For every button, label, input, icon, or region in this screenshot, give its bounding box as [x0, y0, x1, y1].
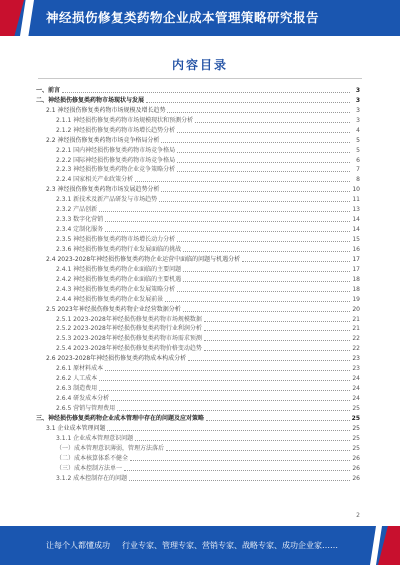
- toc-entry-label: 2.2.3 神经损伤修复类药物企业竞争策略分析: [56, 166, 176, 174]
- toc-entry-page: 22: [352, 345, 360, 353]
- toc-entry[interactable]: [30, 382, 360, 392]
- toc-entry[interactable]: [30, 352, 360, 362]
- page-number: 2: [356, 512, 360, 519]
- toc-entry-label: 2.6 2023-2028年神经损伤修复类药物成本构成分析: [46, 355, 187, 363]
- toc-entry-page: 26: [352, 454, 360, 462]
- toc-entry-page: 8: [356, 176, 360, 184]
- toc-leader-dots: [204, 330, 350, 331]
- toc-entry-page: 18: [352, 285, 360, 293]
- toc-entry-page: 6: [356, 156, 360, 164]
- toc-entry-label: 2.2 神经损伤修复类药物市场竞争格局分析: [46, 136, 160, 144]
- toc-entry-page: 26: [352, 474, 360, 482]
- toc-entry-page: 26: [352, 464, 360, 472]
- toc-entry-label: 2.1.2 神经损伤修复类药物市场增长趋势分析: [56, 126, 176, 134]
- toc-leader-dots: [177, 171, 350, 172]
- toc-entry[interactable]: [30, 193, 360, 203]
- toc-entry-label: 2.3 神经损伤修复类药物市场发展趋势分析: [46, 186, 160, 194]
- toc-entry[interactable]: [30, 392, 360, 402]
- toc-entry-label: 2.2.4 国家相关产业政策分析: [56, 176, 134, 184]
- toc-leader-dots: [195, 122, 350, 123]
- toc-entry-label: 2.4.4 神经损伤修复类药物企业发展前景: [56, 295, 164, 303]
- toc-entry-page: 14: [352, 226, 360, 234]
- toc-entry[interactable]: [30, 84, 360, 94]
- toc-entry-page: 19: [352, 295, 360, 303]
- toc-entry-page: 15: [352, 236, 360, 243]
- toc-entry-page: 18: [352, 275, 360, 283]
- toc-heading: 内容目录: [171, 58, 228, 72]
- toc-leader-dots: [105, 221, 350, 222]
- footer-red-stripe: [378, 526, 400, 565]
- toc-entry-page: 25: [351, 414, 360, 422]
- toc-entry[interactable]: [30, 462, 360, 472]
- toc-entry[interactable]: [30, 104, 360, 114]
- toc-entry-page: 5: [356, 136, 360, 144]
- header-red-stripe: [0, 0, 24, 36]
- toc-entry[interactable]: [30, 402, 360, 412]
- toc-entry[interactable]: [30, 94, 360, 104]
- toc-entry-page: 24: [352, 375, 360, 383]
- toc-entry-page: 3: [355, 96, 360, 104]
- footer-slogan: 让每个人都懂成功: [46, 541, 110, 550]
- toc-entry[interactable]: [30, 472, 360, 482]
- toc-leader-dots: [105, 231, 350, 232]
- toc-entry-label: 3.1.1 企业成本管理意识问题: [56, 434, 134, 442]
- toc-entry-page: 3: [356, 106, 360, 114]
- toc-entry-label: （一）成本管理意识薄弱，管理方法落后: [56, 444, 165, 452]
- toc-entry-label: 2.5.2 2023-2028年神经损伤修复类药物行业利润分析: [56, 325, 202, 333]
- toc-leader-dots: [183, 311, 350, 312]
- page-header: [0, 0, 400, 36]
- toc-leader-dots: [177, 162, 350, 163]
- toc-entry-page: 4: [356, 126, 360, 134]
- toc-entry-page: 14: [352, 216, 360, 224]
- toc-entry[interactable]: [30, 144, 360, 154]
- toc-entry-label: 2.4.2 神经损伤修复类药物企业面临的主要机遇: [56, 275, 182, 283]
- toc-entry-label: 2.2.1 国内神经损伤修复类药物市场竞争格局: [56, 146, 176, 154]
- toc-entry-label: 2.3.2 产品创新: [56, 206, 98, 214]
- toc-entry-page: 7: [356, 166, 360, 174]
- toc-entry-page: 21: [352, 325, 360, 333]
- toc-leader-dots: [62, 92, 350, 93]
- toc-entry[interactable]: [30, 263, 360, 273]
- toc-leader-dots: [161, 191, 350, 192]
- toc-entry[interactable]: [30, 332, 360, 342]
- toc-entry[interactable]: [30, 154, 360, 164]
- toc-entry-label: 2.3.4 定制化服务: [56, 226, 104, 234]
- toc-leader-dots: [146, 102, 350, 103]
- toc-entry-label: 3.1.2 成本控制存在的问题: [56, 474, 128, 482]
- toc-entry-page: 23: [352, 355, 360, 363]
- table-of-contents: [30, 84, 360, 482]
- toc-entry[interactable]: [30, 173, 360, 183]
- toc-entry-page: 24: [352, 395, 360, 402]
- toc-divider: [38, 78, 362, 79]
- toc-entry-page: 24: [352, 385, 360, 393]
- toc-leader-dots: [99, 380, 350, 381]
- toc-leader-dots: [183, 251, 350, 252]
- toc-entry[interactable]: [30, 372, 360, 382]
- toc-entry-label: 2.5.3 2023-2028年神经损伤修复类药物市场需求预测: [56, 335, 202, 343]
- toc-entry-page: 25: [352, 434, 360, 442]
- toc-leader-dots: [177, 241, 350, 242]
- toc-entry-page: 5: [356, 146, 360, 154]
- toc-leader-dots: [159, 201, 350, 202]
- toc-leader-dots: [107, 430, 350, 431]
- toc-leader-dots: [206, 420, 350, 421]
- toc-leader-dots: [135, 440, 350, 441]
- toc-leader-dots: [124, 470, 350, 471]
- toc-entry[interactable]: [30, 183, 360, 193]
- toc-entry[interactable]: [30, 164, 360, 174]
- toc-entry[interactable]: [30, 124, 360, 134]
- toc-entry-label: 二、神经损伤修复类药物市场现状与发展: [36, 96, 145, 104]
- toc-entry[interactable]: [30, 323, 360, 333]
- toc-entry[interactable]: [30, 412, 360, 422]
- toc-entry[interactable]: [30, 293, 360, 303]
- page-footer: [0, 526, 400, 565]
- toc-leader-dots: [177, 132, 350, 133]
- toc-entry-label: 2.3.5 神经损伤修复类药物市场增长动力分析: [56, 236, 176, 243]
- toc-entry-label: 2.3.6 神经损伤修复类药物行业发展面临的挑战: [56, 245, 182, 253]
- footer-tagline: 行业专家、管理专家、营销专家、战略专家、成功企业家……: [122, 541, 338, 550]
- toc-entry-label: 三、神经损伤修复类药物企业成本管理中存在的问题及应对策略: [36, 414, 205, 422]
- toc-entry[interactable]: [30, 223, 360, 233]
- toc-leader-dots: [183, 281, 350, 282]
- toc-entry-page: 16: [352, 245, 360, 253]
- toc-entry-page: 25: [352, 404, 360, 412]
- toc-entry-label: （三）成本控制方法单一: [56, 464, 123, 472]
- toc-entry[interactable]: [30, 362, 360, 372]
- toc-entry-page: 23: [352, 365, 360, 373]
- toc-entry-page: 10: [352, 186, 360, 194]
- toc-entry-page: 25: [352, 424, 360, 432]
- toc-entry-label: 2.3.1 新技术及新产品研发与市场趋势: [56, 196, 158, 204]
- toc-entry[interactable]: [30, 313, 360, 323]
- toc-entry-label: 2.3.3 数字化营销: [56, 216, 104, 224]
- toc-entry-label: 2.5.1 2023-2028年神经损伤修复类药物市场规模数据: [56, 315, 202, 323]
- toc-leader-dots: [183, 271, 350, 272]
- toc-entry-page: 20: [352, 305, 360, 313]
- toc-entry[interactable]: [30, 303, 360, 313]
- toc-leader-dots: [177, 291, 350, 292]
- toc-leader-dots: [204, 340, 350, 341]
- toc-entry-label: 2.4.1 神经损伤修复类药物企业面临的主要问题: [56, 265, 182, 273]
- toc-entry-label: 2.1 神经损伤修复类药物市场规模及增长趋势: [46, 106, 166, 114]
- toc-entry-page: 3: [356, 116, 360, 124]
- toc-leader-dots: [111, 400, 350, 401]
- toc-leader-dots: [204, 321, 350, 322]
- toc-leader-dots: [165, 301, 350, 302]
- toc-leader-dots: [204, 350, 350, 351]
- toc-entry[interactable]: [30, 283, 360, 293]
- toc-entry-page: 11: [352, 196, 360, 204]
- toc-leader-dots: [105, 370, 350, 371]
- toc-entry-label: 2.6.1 原材料成本: [56, 365, 104, 373]
- toc-entry[interactable]: [30, 342, 360, 352]
- toc-entry-label: 一、前言: [36, 86, 61, 94]
- toc-entry-page: 21: [352, 315, 360, 323]
- toc-leader-dots: [177, 152, 350, 153]
- toc-entry[interactable]: [30, 253, 360, 263]
- toc-entry[interactable]: [30, 452, 360, 462]
- toc-leader-dots: [167, 112, 350, 113]
- toc-leader-dots: [242, 261, 350, 262]
- toc-entry-label: 2.1.1 神经损伤修复类药物市场规模现状和预测分析: [56, 116, 194, 124]
- toc-leader-dots: [99, 390, 350, 391]
- toc-leader-dots: [117, 410, 350, 411]
- toc-entry[interactable]: [30, 134, 360, 144]
- toc-entry-label: 2.6.3 制造费用: [56, 385, 98, 393]
- toc-entry-label: 2.6.5 营销与管理费用: [56, 404, 116, 412]
- toc-entry-label: 2.5 2023年神经损伤修复类药物企业经营数据分析: [46, 305, 181, 313]
- toc-entry-label: 2.4.3 神经损伤修复类药物企业发展策略分析: [56, 285, 176, 293]
- toc-leader-dots: [188, 360, 350, 361]
- toc-entry[interactable]: [30, 233, 360, 243]
- toc-entry[interactable]: [30, 422, 360, 432]
- toc-entry[interactable]: [30, 432, 360, 442]
- toc-leader-dots: [135, 181, 350, 182]
- toc-entry-page: 17: [352, 265, 360, 273]
- toc-entry-label: （二）成本核算体系不健全: [56, 454, 129, 462]
- toc-entry-label: 2.6.4 研发成本分析: [56, 395, 110, 402]
- toc-entry-page: 3: [355, 86, 360, 94]
- toc-entry-label: 2.6.2 人工成本: [56, 375, 98, 383]
- report-title: 神经损伤修复类药物企业成本管理策略研究报告: [46, 10, 320, 25]
- toc-entry-label: 2.4 2023-2028年神经损伤修复类药物企业运营中面临的问题与机遇分析: [46, 255, 241, 263]
- toc-entry-page: 22: [352, 335, 360, 343]
- toc-entry[interactable]: [30, 273, 360, 283]
- toc-entry-page: 25: [352, 444, 360, 452]
- toc-entry[interactable]: [30, 213, 360, 223]
- toc-leader-dots: [166, 450, 350, 451]
- toc-entry-label: 2.2.2 国际神经损伤修复类药物市场竞争格局: [56, 156, 176, 164]
- toc-entry[interactable]: [30, 114, 360, 124]
- toc-leader-dots: [99, 211, 350, 212]
- toc-entry[interactable]: [30, 203, 360, 213]
- toc-entry[interactable]: [30, 442, 360, 452]
- toc-entry-label: 3.1 企业成本管理问题: [46, 424, 106, 432]
- toc-entry-page: 17: [352, 255, 360, 263]
- toc-leader-dots: [130, 460, 350, 461]
- toc-entry-label: 2.5.4 2023-2028年神经损伤修复类药物价格变动趋势: [56, 345, 202, 353]
- toc-leader-dots: [161, 142, 350, 143]
- toc-entry[interactable]: [30, 243, 360, 253]
- toc-leader-dots: [129, 480, 350, 481]
- toc-entry-page: 13: [352, 206, 360, 214]
